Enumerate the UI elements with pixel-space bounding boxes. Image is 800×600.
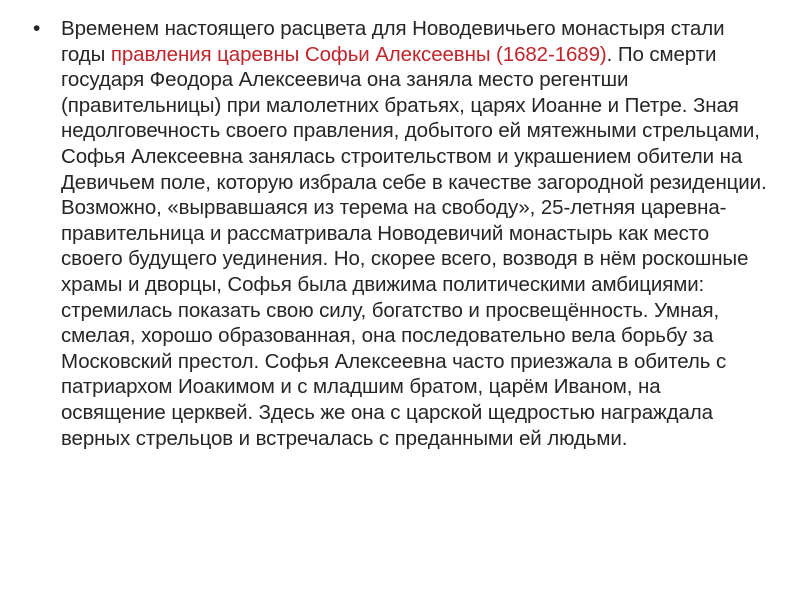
bullet-marker: • [33,17,41,40]
highlighted-text: правления царевны Софьи Алексеевны (1682-1689) [110,42,607,66]
paragraph-text-start: Временем настоящего расцвета для Новодевичьего монастыря стали годы [61,17,725,66]
bullet-list-item [33,16,768,451]
paragraph-text-rest: . По смерти государя Феодора Алексеевича она заняла место регентши (правительницы) при малолетних братьях, царях Иоанне и Петре. Зная недолговечность своего правления, добытого ей мятежными стрельцами, Софья Алексеевна занялась строительством и украшением обители на Девичьем поле, которую избрала себе в качестве загородной резиденции. Возможно, «вырвавшаяся из терема на свободу», 25-летняя царевна-правительница и рассматривала Новодевичий монастырь как место своего будущего уединения. Но, скорее всего, возводя в нём роскошные храмы и дворцы, Софья была движима политическими амбициями: стремилась показать свою силу, богатство и просвещённость. Умная, смелая, хорошо образованная, она последовательно вела борьбу за Московский престол. Софья Алексеевна часто приезжала в обитель с патриархом Иоакимом и с младшим братом, царём Иваном, на освящение церквей. Здесь же она с царской щедростью награждала верных стрельцов и встречалась с преданными ей людьми. [61,42,767,450]
body-paragraph [61,16,768,451]
